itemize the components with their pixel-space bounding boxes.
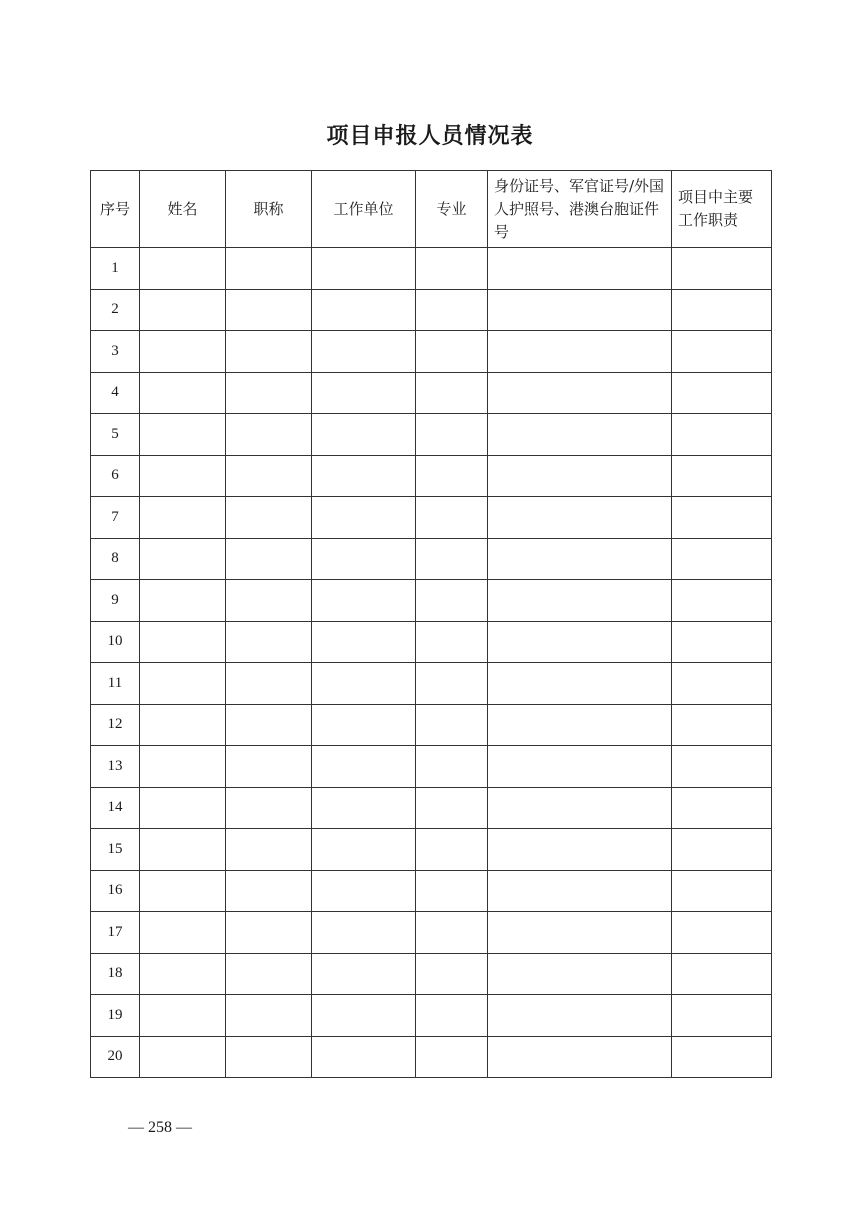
table-row: [91, 995, 772, 1037]
title-cell[interactable]: [226, 538, 312, 580]
id-number-cell[interactable]: [488, 414, 672, 456]
id-number-cell[interactable]: [488, 455, 672, 497]
serial-cell: 20: [91, 1036, 140, 1078]
employer-cell[interactable]: [312, 663, 416, 705]
duties-cell[interactable]: [672, 538, 772, 580]
specialty-cell[interactable]: [416, 787, 488, 829]
serial-cell: 4: [91, 372, 140, 414]
personnel-table: [90, 170, 772, 1078]
serial-cell: 15: [91, 829, 140, 871]
name-cell[interactable]: [140, 787, 226, 829]
title-cell[interactable]: [226, 497, 312, 539]
serial-cell: 11: [91, 663, 140, 705]
page-title: 项目申报人员情况表: [326, 124, 534, 149]
title-cell[interactable]: [226, 995, 312, 1037]
employer-cell[interactable]: [312, 1036, 416, 1078]
employer-cell[interactable]: [312, 787, 416, 829]
id-number-cell[interactable]: [488, 372, 672, 414]
employer-cell[interactable]: [312, 497, 416, 539]
id-number-cell[interactable]: [488, 331, 672, 373]
id-number-cell[interactable]: [488, 787, 672, 829]
duties-cell[interactable]: [672, 1036, 772, 1078]
name-cell[interactable]: [140, 248, 226, 290]
table-row: [91, 248, 772, 290]
table-row: [91, 538, 772, 580]
duties-cell[interactable]: [672, 414, 772, 456]
name-cell[interactable]: [140, 704, 226, 746]
serial-cell: 9: [91, 580, 140, 622]
table-row: [91, 621, 772, 663]
id-number-cell[interactable]: [488, 538, 672, 580]
employer-cell[interactable]: [312, 580, 416, 622]
specialty-cell[interactable]: [416, 538, 488, 580]
name-cell[interactable]: [140, 331, 226, 373]
table-row: [91, 704, 772, 746]
specialty-cell[interactable]: [416, 870, 488, 912]
serial-cell: 18: [91, 953, 140, 995]
title-cell[interactable]: [226, 455, 312, 497]
specialty-cell[interactable]: [416, 248, 488, 290]
duties-cell[interactable]: [672, 704, 772, 746]
table-body: [91, 248, 772, 1078]
id-number-cell[interactable]: [488, 1036, 672, 1078]
name-cell[interactable]: [140, 912, 226, 954]
table-row: [91, 829, 772, 871]
name-cell[interactable]: [140, 621, 226, 663]
duties-cell[interactable]: [672, 331, 772, 373]
specialty-cell[interactable]: [416, 289, 488, 331]
name-cell[interactable]: [140, 289, 226, 331]
employer-cell[interactable]: [312, 455, 416, 497]
name-cell[interactable]: [140, 829, 226, 871]
specialty-cell[interactable]: [416, 912, 488, 954]
id-number-cell[interactable]: [488, 497, 672, 539]
specialty-cell[interactable]: [416, 331, 488, 373]
header-specialty: 专业: [416, 171, 488, 248]
name-cell[interactable]: [140, 372, 226, 414]
serial-cell: 16: [91, 870, 140, 912]
employer-cell[interactable]: [312, 829, 416, 871]
header-name: 姓名: [140, 171, 226, 248]
duties-cell[interactable]: [672, 870, 772, 912]
specialty-cell[interactable]: [416, 995, 488, 1037]
table-row: [91, 289, 772, 331]
table-header-row: [91, 171, 772, 248]
specialty-cell[interactable]: [416, 746, 488, 788]
employer-cell[interactable]: [312, 621, 416, 663]
id-number-cell[interactable]: [488, 289, 672, 331]
employer-cell[interactable]: [312, 538, 416, 580]
employer-cell[interactable]: [312, 289, 416, 331]
duties-cell[interactable]: [672, 248, 772, 290]
table-row: [91, 580, 772, 622]
title-cell[interactable]: [226, 704, 312, 746]
duties-cell[interactable]: [672, 621, 772, 663]
employer-cell[interactable]: [312, 746, 416, 788]
specialty-cell[interactable]: [416, 497, 488, 539]
duties-cell[interactable]: [672, 995, 772, 1037]
title-cell[interactable]: [226, 289, 312, 331]
table-row: [91, 497, 772, 539]
table-row: [91, 372, 772, 414]
specialty-cell[interactable]: [416, 621, 488, 663]
employer-cell[interactable]: [312, 912, 416, 954]
specialty-cell[interactable]: [416, 580, 488, 622]
title-cell[interactable]: [226, 953, 312, 995]
serial-cell: 5: [91, 414, 140, 456]
name-cell[interactable]: [140, 870, 226, 912]
duties-cell[interactable]: [672, 787, 772, 829]
duties-cell[interactable]: [672, 663, 772, 705]
duties-cell[interactable]: [672, 289, 772, 331]
duties-cell[interactable]: [672, 953, 772, 995]
serial-cell: 17: [91, 912, 140, 954]
title-cell[interactable]: [226, 663, 312, 705]
id-number-cell[interactable]: [488, 953, 672, 995]
duties-cell[interactable]: [672, 497, 772, 539]
serial-cell: 13: [91, 746, 140, 788]
employer-cell[interactable]: [312, 704, 416, 746]
header-duties: 项目中主要工作职责: [672, 171, 772, 248]
id-number-cell[interactable]: [488, 912, 672, 954]
employer-cell[interactable]: [312, 953, 416, 995]
table-row: [91, 455, 772, 497]
specialty-cell[interactable]: [416, 414, 488, 456]
serial-cell: 7: [91, 497, 140, 539]
table-row: [91, 912, 772, 954]
title-cell[interactable]: [226, 248, 312, 290]
employer-cell[interactable]: [312, 248, 416, 290]
title-cell[interactable]: [226, 621, 312, 663]
specialty-cell[interactable]: [416, 663, 488, 705]
header-id-number: 身份证号、军官证号/外国人护照号、港澳台胞证件号: [488, 171, 672, 248]
specialty-cell[interactable]: [416, 372, 488, 414]
serial-cell: 14: [91, 787, 140, 829]
duties-cell[interactable]: [672, 455, 772, 497]
title-cell[interactable]: [226, 829, 312, 871]
name-cell[interactable]: [140, 538, 226, 580]
id-number-cell[interactable]: [488, 870, 672, 912]
name-cell[interactable]: [140, 580, 226, 622]
serial-cell: 19: [91, 995, 140, 1037]
id-number-cell[interactable]: [488, 746, 672, 788]
specialty-cell[interactable]: [416, 455, 488, 497]
header-title: 职称: [226, 171, 312, 248]
title-cell[interactable]: [226, 580, 312, 622]
specialty-cell[interactable]: [416, 704, 488, 746]
employer-cell[interactable]: [312, 372, 416, 414]
name-cell[interactable]: [140, 414, 226, 456]
title-cell[interactable]: [226, 331, 312, 373]
name-cell[interactable]: [140, 455, 226, 497]
table-row: [91, 331, 772, 373]
id-number-cell[interactable]: [488, 995, 672, 1037]
employer-cell[interactable]: [312, 870, 416, 912]
duties-cell[interactable]: [672, 912, 772, 954]
serial-cell: 12: [91, 704, 140, 746]
employer-cell[interactable]: [312, 995, 416, 1037]
id-number-cell[interactable]: [488, 704, 672, 746]
name-cell[interactable]: [140, 1036, 226, 1078]
table-row: [91, 1036, 772, 1078]
specialty-cell[interactable]: [416, 953, 488, 995]
header-serial: 序号: [91, 171, 140, 248]
id-number-cell[interactable]: [488, 248, 672, 290]
serial-cell: 6: [91, 455, 140, 497]
name-cell[interactable]: [140, 663, 226, 705]
duties-cell[interactable]: [672, 580, 772, 622]
specialty-cell[interactable]: [416, 829, 488, 871]
title-cell[interactable]: [226, 787, 312, 829]
id-number-cell[interactable]: [488, 829, 672, 871]
table-row: [91, 787, 772, 829]
table-row: [91, 663, 772, 705]
title-cell[interactable]: [226, 414, 312, 456]
duties-cell[interactable]: [672, 746, 772, 788]
page-number: — 258 —: [128, 1119, 192, 1136]
serial-cell: 8: [91, 538, 140, 580]
table-row: [91, 414, 772, 456]
title-cell[interactable]: [226, 870, 312, 912]
name-cell[interactable]: [140, 995, 226, 1037]
table-row: [91, 870, 772, 912]
table-row: [91, 746, 772, 788]
id-number-cell[interactable]: [488, 663, 672, 705]
duties-cell[interactable]: [672, 829, 772, 871]
name-cell[interactable]: [140, 497, 226, 539]
name-cell[interactable]: [140, 953, 226, 995]
id-number-cell[interactable]: [488, 621, 672, 663]
duties-cell[interactable]: [672, 372, 772, 414]
name-cell[interactable]: [140, 746, 226, 788]
serial-cell: 3: [91, 331, 140, 373]
title-cell[interactable]: [226, 372, 312, 414]
specialty-cell[interactable]: [416, 1036, 488, 1078]
serial-cell: 10: [91, 621, 140, 663]
title-cell[interactable]: [226, 1036, 312, 1078]
employer-cell[interactable]: [312, 331, 416, 373]
title-cell[interactable]: [226, 912, 312, 954]
table-row: [91, 953, 772, 995]
serial-cell: 2: [91, 289, 140, 331]
serial-cell: 1: [91, 248, 140, 290]
id-number-cell[interactable]: [488, 580, 672, 622]
title-cell[interactable]: [226, 746, 312, 788]
header-employer: 工作单位: [312, 171, 416, 248]
employer-cell[interactable]: [312, 414, 416, 456]
